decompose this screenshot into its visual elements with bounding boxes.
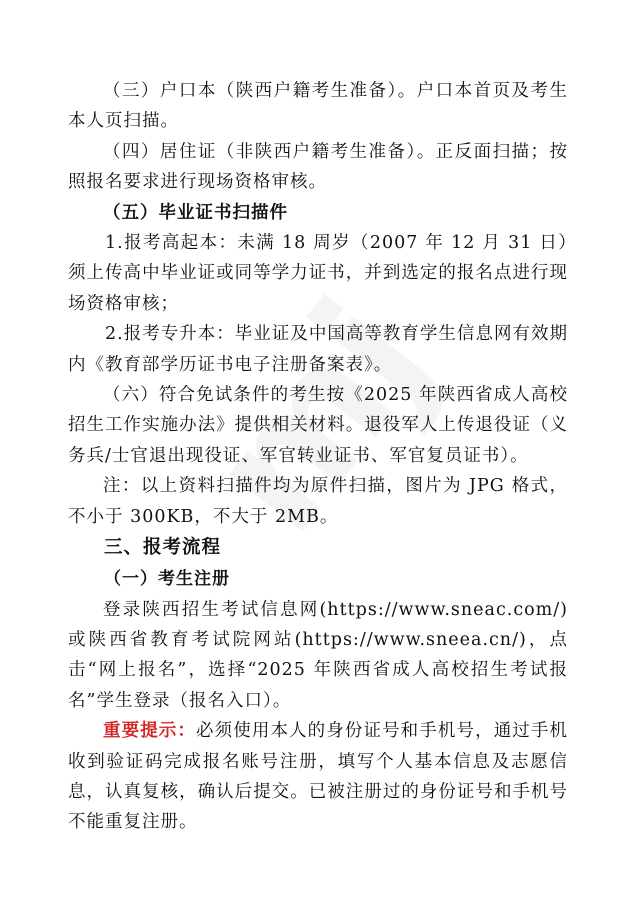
important-notice-text: 必须使用本人的身份证号和手机号，通过手机收到验证码完成报名账号注册，填写个人基本信息及志愿信息，认真复核，确认后提交。已被注册过的身份证号和手机号不能重复注册。 — [68, 721, 569, 833]
important-notice-label: 重要提示： — [103, 721, 197, 742]
paragraph-registration-instructions: 登录陕西招生考试信息网(https://www.sneac.com/)或陕西省教育考试院网站(https://www.sneea.cn/)，点击“网上报名”，选择“2025 年陕西省成人高校招生考试报名”学生登录（报名入口）。 — [68, 599, 568, 711]
paragraph-important-notice — [68, 716, 568, 838]
subheading-registration: （一）考生注册 — [104, 569, 230, 590]
paragraph-exemption-materials: （六）符合免试条件的考生按《2025 年陕西省成人高校招生工作实施办法》提供相关材料。退役军人上传退役证（义务兵/士官退出现役证、军官转业证书、军官复员证书）。 — [68, 385, 568, 466]
paragraph-household-register: （三）户口本（陕西户籍考生准备）。户口本首页及考生本人页扫描。 — [68, 81, 568, 132]
document-body — [68, 76, 568, 838]
paragraph-scan-note: 注：以上资料扫描件均为原件扫描，图片为 JPG 格式，不小于 300KB，不大于 2MB。 — [68, 476, 568, 527]
section-heading-application-process: 三、报考流程 — [104, 537, 222, 559]
paragraph-residence-permit: （四）居住证（非陕西户籍考生准备）。正反面扫描；按照报名要求进行现场资格审核。 — [68, 141, 568, 193]
item-high-to-bachelor: 1.报考高起本：未满 18 周岁（2007 年 12 月 31 日）须上传高中毕业证或同等学力证书，并到选定的报名点进行现场资格审核； — [68, 233, 568, 314]
item-junior-to-bachelor: 2.报考专升本：毕业证及中国高等教育学生信息网有效期内《教育部学历证书电子注册备案表》。 — [68, 324, 568, 375]
heading-graduation-certificate: （五）毕业证书扫描件 — [103, 202, 288, 223]
